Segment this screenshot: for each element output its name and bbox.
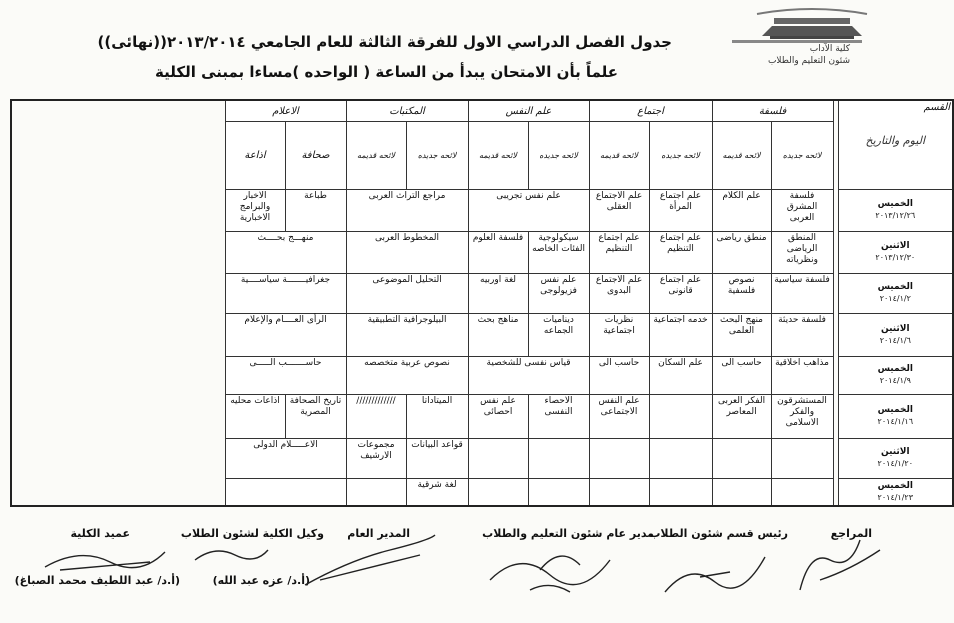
- header-row-departments: [11, 100, 953, 122]
- day-date-cell: [838, 356, 953, 394]
- general-manager-title: المدير العام: [347, 527, 410, 540]
- level-old-header: لائحه قديمه: [589, 122, 649, 190]
- exam-cell: علم اجتماع التنظيم: [589, 231, 649, 273]
- exam-cell: علم السكان: [649, 356, 712, 394]
- day-date-cell: [838, 231, 953, 273]
- exam-cell: [712, 478, 771, 506]
- exam-cell: [225, 478, 346, 506]
- table-row: [11, 189, 953, 231]
- corner-day-date-label: اليوم والتاريخ: [865, 134, 926, 147]
- exam-cell: [771, 438, 833, 478]
- dean-name: (أ.د/ عبد اللطيف محمد الصباغ): [14, 574, 180, 587]
- table-row: [11, 438, 953, 478]
- day-date-cell: [838, 313, 953, 356]
- logo-line2: شئون التعليم والطلاب: [767, 56, 850, 66]
- exam-cell: علم نفس احصائى: [468, 394, 528, 438]
- exam-date: ٢٠١٣/١٢/٢٦: [875, 211, 916, 220]
- table-row: [11, 231, 953, 273]
- logo-line1: كلية الآداب: [809, 44, 850, 54]
- exam-cell: اذاعات محليه: [225, 394, 285, 438]
- table-row: [11, 356, 953, 394]
- exam-cell: حاسب الى: [589, 356, 649, 394]
- dept-header-psychology: علم النفس: [468, 100, 589, 122]
- dept-header-libraries: المكتبات: [346, 100, 468, 122]
- exam-cell: الرأى العــــام والإعلام: [225, 313, 346, 356]
- exam-cell: حاســـــــب الـــــى: [225, 356, 346, 394]
- level-old-header: لائحه قديمه: [346, 122, 406, 190]
- day-name: الخميس: [877, 364, 913, 374]
- exam-date: ٢٠١٤/١/٦: [879, 335, 911, 345]
- exam-cell: علم اجتماع التنظيم: [649, 231, 712, 273]
- media-sub-journalism: صحافة: [285, 122, 346, 190]
- exam-cell: منطق رياضى: [712, 231, 771, 273]
- exam-cell: الميتاداتا: [406, 394, 468, 438]
- dept-header-media: الاعلام: [225, 100, 346, 122]
- exam-cell: سيكولوجية الفئات الخاصه: [528, 231, 589, 273]
- exam-cell: [468, 478, 528, 506]
- corner-department-label: القسم: [923, 102, 951, 113]
- exam-date: ٢٠١٤/١/٢٣: [877, 492, 914, 502]
- exam-cell: نصوص فلسفية: [712, 273, 771, 313]
- exam-cell: [649, 394, 712, 438]
- table-row: [11, 394, 953, 438]
- day-name: الخميس: [877, 282, 913, 292]
- day-name: الاثنين: [880, 447, 910, 457]
- exam-cell: [589, 478, 649, 506]
- exam-cell: [712, 438, 771, 478]
- day-name: الاثنين: [880, 323, 910, 334]
- page-title: جدول الفصل الدراسي الاول للفرقة الثالثة للعام الجامعي ٢٠١٣/٢٠١٤((نهائى)): [97, 33, 672, 51]
- exam-cell: علم اجتماع المرأة: [649, 189, 712, 231]
- exam-cell: علم نفس تجريبى: [468, 189, 589, 231]
- exam-cell: علم نفس فزيولوجى: [528, 273, 589, 313]
- vice-dean-name: (أ.د/ عزه عبد الله): [212, 574, 310, 587]
- level-new-header: لائحه جديده: [649, 122, 712, 190]
- level-old-header: لائحه قديمه: [712, 122, 771, 190]
- level-new-header: لائحه جديده: [406, 122, 468, 190]
- exam-cell: مجموعات الارشيف: [346, 438, 406, 478]
- exam-cell: [589, 438, 649, 478]
- exam-cell: منهج البحث العلمى: [712, 313, 771, 356]
- day-date-cell: [838, 273, 953, 313]
- exam-cell: قياس نفسى للشخصية: [468, 356, 589, 394]
- exam-cell: [346, 478, 406, 506]
- exam-cell: علم الكلام: [712, 189, 771, 231]
- exam-cell: علم النفس الاجتماعى: [589, 394, 649, 438]
- exam-cell: البيلوجرافية التطبيقية: [346, 313, 468, 356]
- exam-cell: منهـــج بحــــث: [225, 231, 346, 273]
- level-old-header: لائحه قديمه: [468, 122, 528, 190]
- exam-cell: ديناميات الجماعه: [528, 313, 589, 356]
- day-name: الاثنين: [880, 241, 910, 251]
- table-row: [11, 313, 953, 356]
- day-name: الخميس: [877, 405, 913, 415]
- exam-schedule-table: [10, 99, 954, 507]
- day-date-cell: [838, 394, 953, 438]
- vice-dean-title: وكيل الكلية لشئون الطلاب: [180, 527, 324, 540]
- exam-cell: فلسفة المشرق العربى: [771, 189, 833, 231]
- exam-cell: طباعة: [285, 189, 346, 231]
- header-row-sub: [11, 122, 953, 151]
- exam-cell: المخطوط العربى: [346, 231, 468, 273]
- exam-cell: علم اجتماع قانونى: [649, 273, 712, 313]
- table-row: [11, 478, 953, 506]
- page-subtitle: علماً بأن الامتحان يبدأ من الساعة ( الواحده )مساءا بمبنى الكلية: [155, 63, 618, 81]
- exam-cell: نظريات اجتماعية: [589, 313, 649, 356]
- exam-cell: فلسفة حديثة: [771, 313, 833, 356]
- dept-header-philosophy: فلسفة: [712, 100, 833, 122]
- exam-cell: مناهج بحث: [468, 313, 528, 356]
- exam-cell: لغة اوربيه: [468, 273, 528, 313]
- exam-cell: [528, 478, 589, 506]
- exam-cell: [771, 478, 833, 506]
- reviewer-title: المراجع: [830, 527, 872, 540]
- exam-cell: الفكر العربى المعاصر: [712, 394, 771, 438]
- exam-cell: خدمه اجتماعية: [649, 313, 712, 356]
- exam-cell: حاسب الى: [712, 356, 771, 394]
- exam-cell: علم الاجتماع البدوى: [589, 273, 649, 313]
- exam-cell: الاخبار والبرامج الاخبارية: [225, 189, 285, 231]
- level-new-header: لائحه جديده: [528, 122, 589, 190]
- exam-cell: [468, 438, 528, 478]
- level-new-header: لائحه جديده: [771, 122, 833, 190]
- day-name: الخميس: [877, 199, 913, 209]
- day-date-cell: [838, 438, 953, 478]
- exam-cell: تاريخ الصحافة المصرية: [285, 394, 346, 438]
- exam-date: ٢٠١٤/١/٩: [879, 376, 911, 385]
- exam-cell: [649, 478, 712, 506]
- exam-cell: مذاهب اخلاقية: [771, 356, 833, 394]
- exam-date: ٢٠١٤/١/٢: [879, 294, 911, 303]
- exam-date: ٢٠١٤/١/٢٠: [877, 459, 914, 468]
- exam-cell: جغرافيـــــــة سياســــية: [225, 273, 346, 313]
- exam-cell: المستشرقون والفكر الاسلامى: [771, 394, 833, 438]
- head-affairs-signature-icon: [660, 542, 770, 597]
- exam-cell: مراجع التراث العربى: [346, 189, 468, 231]
- exam-cell: المنطق الرياضى ونظرياته: [771, 231, 833, 273]
- day-name: الخميس: [877, 480, 913, 491]
- exam-cell: الاعـــــلام الدولى: [225, 438, 346, 478]
- day-date-cell: [838, 478, 953, 506]
- exam-cell: الاحصاء النفسى: [528, 394, 589, 438]
- exam-cell: [528, 438, 589, 478]
- page-header: [0, 0, 900, 96]
- day-date-cell: [838, 189, 953, 231]
- dean-signature-icon: [40, 542, 170, 577]
- exam-cell: لغة شرقية: [406, 478, 468, 506]
- gm-education-signature-icon: [480, 540, 620, 600]
- exam-cell: التحليل الموضوعى: [346, 273, 468, 313]
- gm-education-affairs-title: مدير عام شئون التعليم والطلاب: [482, 527, 654, 540]
- exam-cell: /////////////: [346, 394, 406, 438]
- exam-cell: [649, 438, 712, 478]
- head-student-affairs-title: رئيس قسم شئون الطلاب: [649, 527, 788, 540]
- dept-header-sociology: اجتماع: [589, 100, 712, 122]
- media-sub-broadcasting: اذاعة: [225, 122, 285, 190]
- exam-cell: قواعد البيانات: [406, 438, 468, 478]
- reviewer-signature-icon: [790, 530, 890, 600]
- exam-date: ٢٠١٤/١/١٦: [877, 417, 914, 426]
- table-row: [11, 273, 953, 313]
- exam-date: ٢٠١٣/١٢/٣٠: [875, 253, 916, 262]
- exam-cell: علم الاجتماع العقلى: [589, 189, 649, 231]
- vice-dean-signature-icon: [190, 540, 270, 570]
- signatures-block: [0, 520, 900, 623]
- gm-signature-icon: [300, 530, 440, 590]
- exam-cell: نصوص عربية متخصصه: [346, 356, 468, 394]
- dean-title: عميد الكلية: [70, 527, 130, 540]
- exam-cell: فلسفة العلوم: [468, 231, 528, 273]
- exam-cell: فلسفة سياسية: [771, 273, 833, 313]
- corner-cell: [838, 100, 953, 189]
